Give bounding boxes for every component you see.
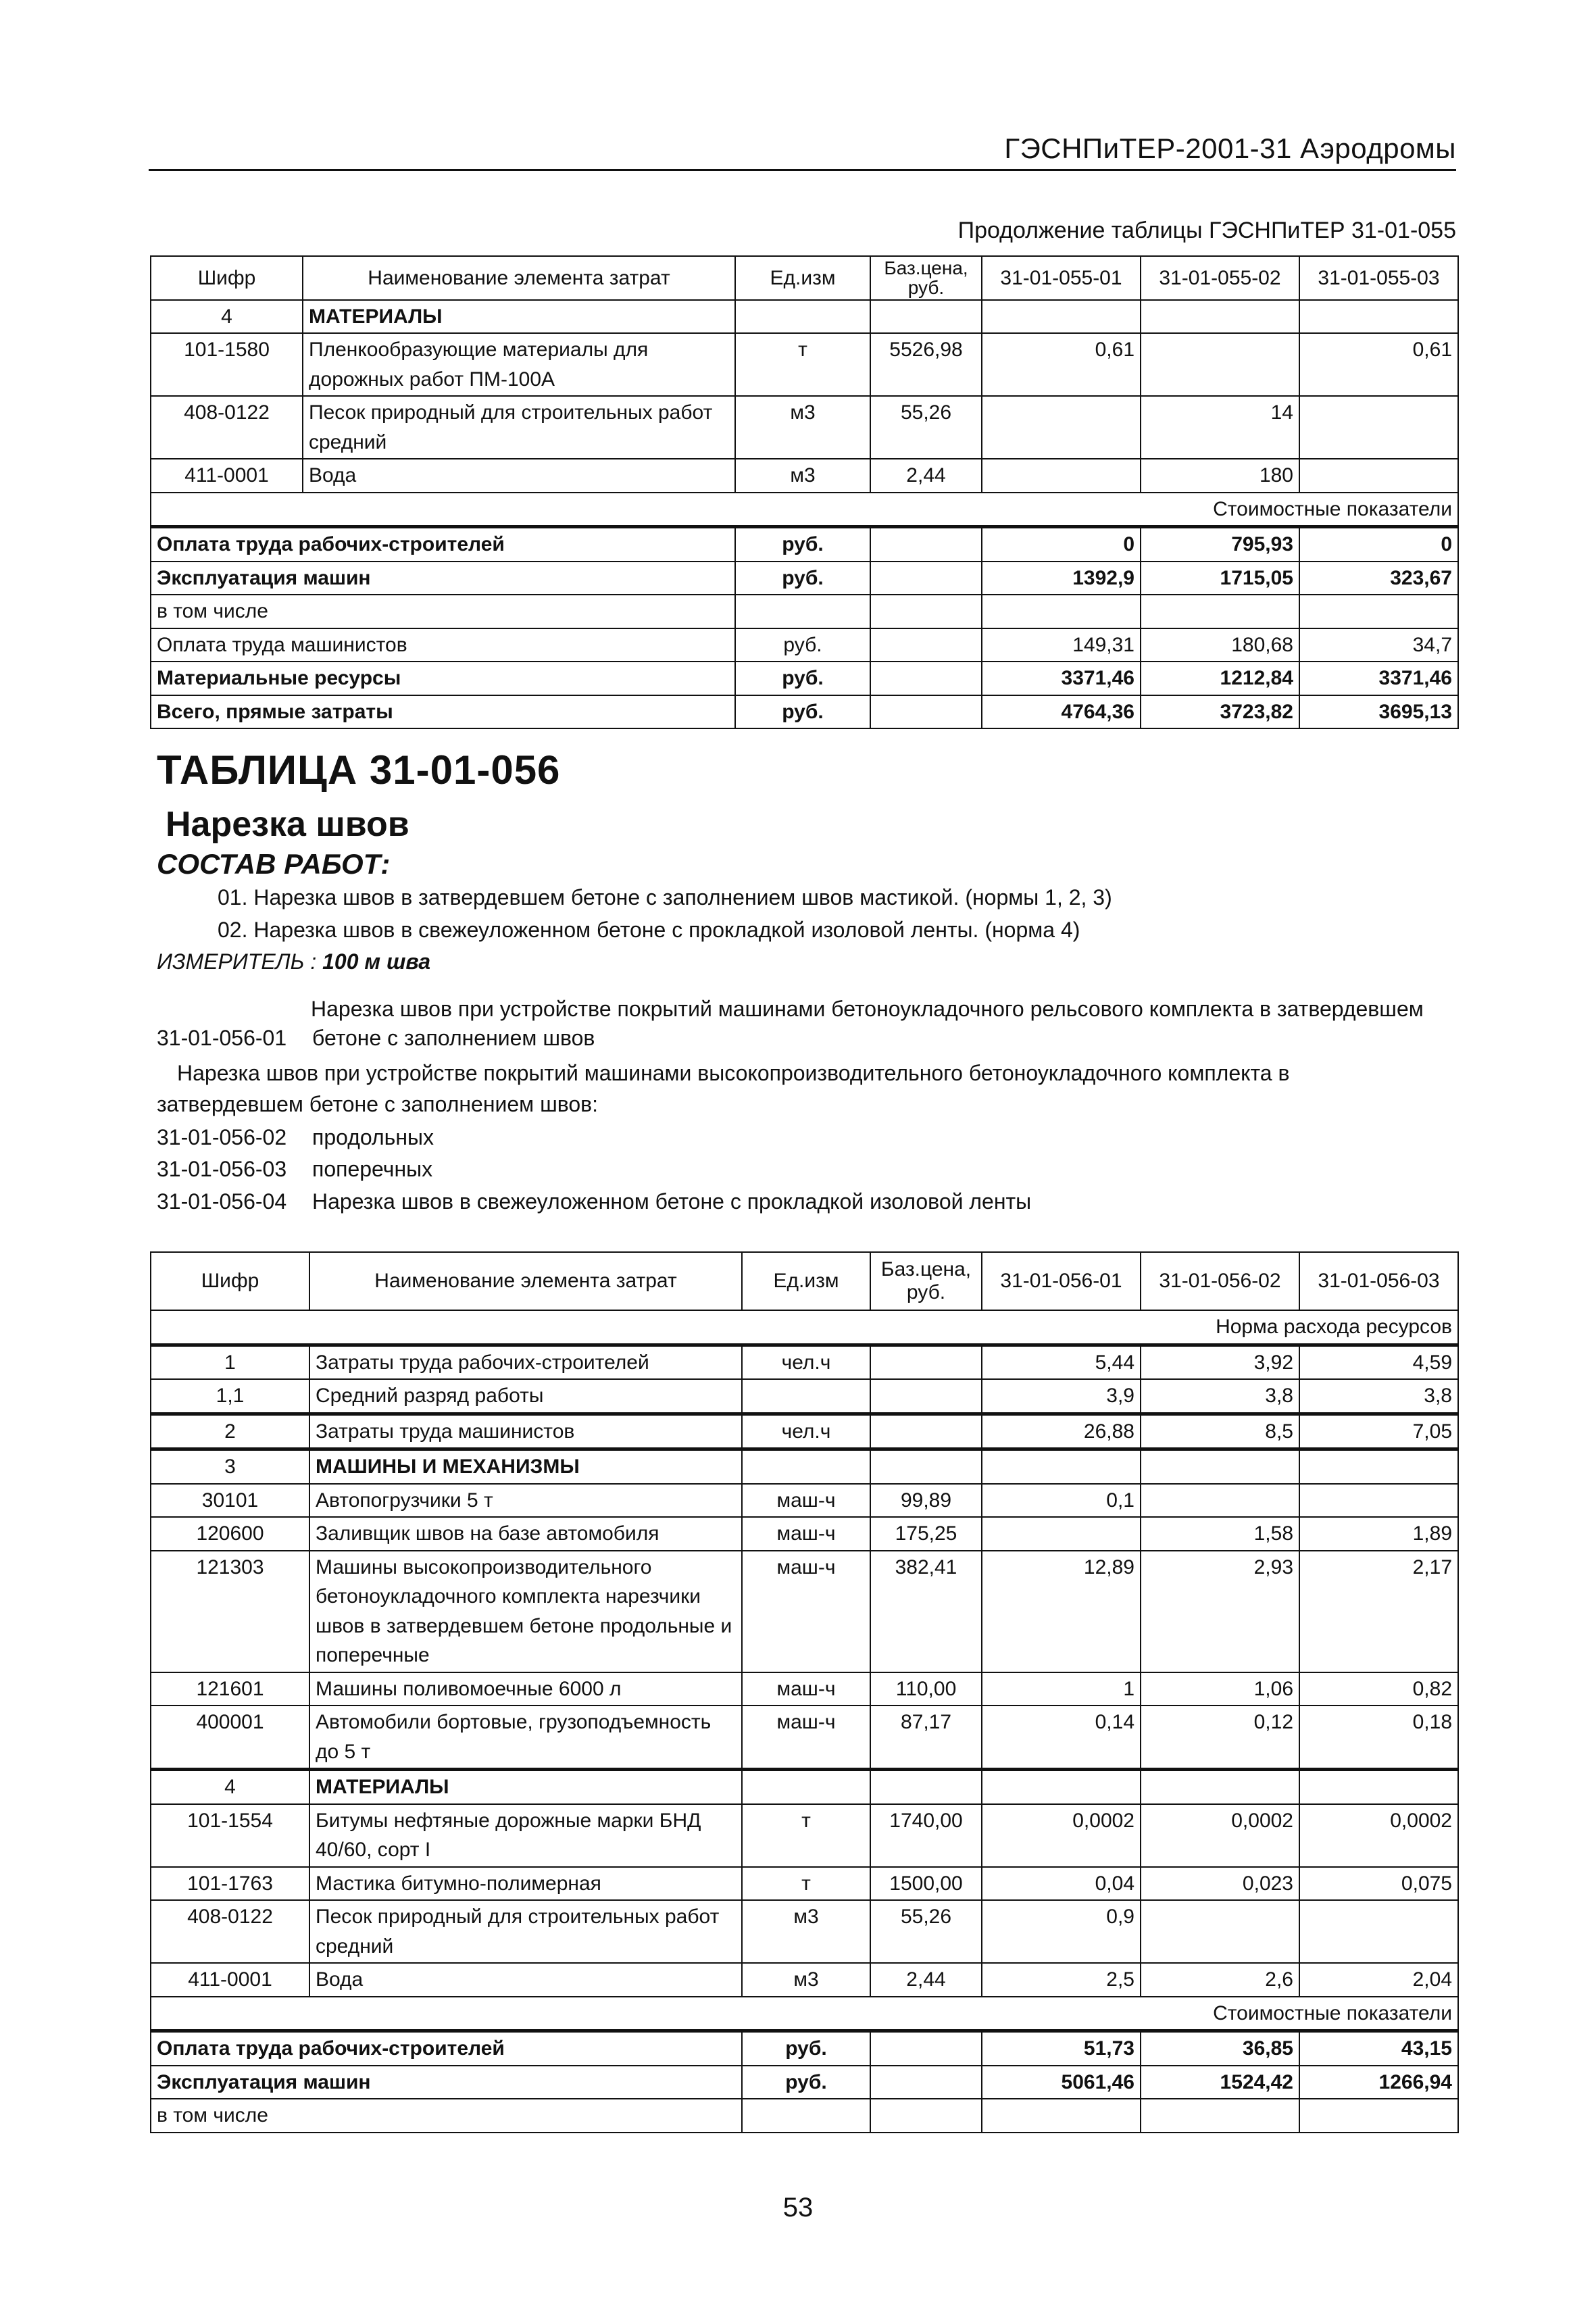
- table-row: в том числе: [151, 2099, 1458, 2133]
- col-unit: Ед.изм: [735, 256, 870, 300]
- work-item: 01. Нарезка швов в затвердевшем бетоне с заполнением швов мастикой. (нормы 1, 2, 3): [218, 885, 1112, 910]
- col-price: Баз.цена, руб.: [870, 256, 982, 300]
- col-norm-3: 31-01-055-03: [1299, 256, 1458, 300]
- work-item: 02. Нарезка швов в свежеуложенном бетоне с прокладкой изоловой ленты. (норма 4): [218, 918, 1080, 942]
- col-norm-2: 31-01-056-02: [1141, 1252, 1299, 1310]
- table-31-01-056: [150, 1251, 1459, 2133]
- norm-label: Норма расхода ресурсов: [151, 1310, 1458, 1345]
- table-row: Эксплуатация машин руб. 1392,9 1715,05 323,67: [151, 562, 1458, 595]
- col-price: Баз.цена, руб.: [870, 1252, 982, 1310]
- table-row: 408-0122 Песок природный для строительных работ средний м3 55,26 14: [151, 396, 1458, 459]
- section-name: МАТЕРИАЛЫ: [309, 1770, 742, 1804]
- cost-indicators-label: Стоимостные показатели: [151, 493, 1458, 527]
- page-number: 53: [782, 2193, 814, 2222]
- table-row: 30101 Автопогрузчики 5 т маш-ч 99,89 0,1: [151, 1484, 1458, 1518]
- list-item: 31-01-056-03 поперечных: [157, 1157, 433, 1181]
- cost-indicators-label: Стоимостные показатели: [151, 1997, 1458, 2031]
- works-title: СОСТАВ РАБОТ:: [157, 848, 391, 880]
- section-code: 4: [151, 300, 303, 334]
- table-row: 121601 Машины поливомоечные 6000 л маш-ч 110,00 1 1,06 0,82: [151, 1672, 1458, 1706]
- table-row: 101-1554 Битумы нефтяные дорожные марки БНД 40/60, сорт I т 1740,00 0,0002 0,0002 0,0002: [151, 1804, 1458, 1867]
- meter-value: 100 м шва: [322, 949, 431, 974]
- col-unit: Ед.изм: [742, 1252, 870, 1310]
- table-row: 1 Затраты труда рабочих-строителей чел.ч 5,44 3,92 4,59: [151, 1345, 1458, 1379]
- table-title: ТАБЛИЦА 31-01-056: [157, 747, 561, 793]
- table-row: Оплата труда рабочих-строителей руб. 0 795,93 0: [151, 527, 1458, 562]
- table-row: 120600 Заливщик швов на базе автомобиля маш-ч 175,25 1,58 1,89: [151, 1517, 1458, 1551]
- header-rule: [149, 169, 1456, 171]
- col-norm-1: 31-01-055-01: [982, 256, 1141, 300]
- table-row: 101-1580 Пленкообразующие материалы для дорожных работ ПМ-100А т 5526,98 0,61 0,61: [151, 333, 1458, 396]
- section-code: 4: [151, 1770, 309, 1804]
- table-row: 2 Затраты труда машинистов чел.ч 26,88 8,5 7,05: [151, 1414, 1458, 1449]
- table-row: Материальные ресурсы руб. 3371,46 1212,84 3371,46: [151, 662, 1458, 695]
- col-name: Наименование элемента затрат: [309, 1252, 742, 1310]
- table-row: 101-1763 Мастика битумно-полимерная т 1500,00 0,04 0,023 0,075: [151, 1867, 1458, 1901]
- meter-label: ИЗМЕРИТЕЛЬ :: [157, 949, 317, 974]
- col-name: Наименование элемента затрат: [303, 256, 735, 300]
- meter: [157, 949, 430, 974]
- list-item: 31-01-056-02 продольных: [157, 1125, 434, 1149]
- table-row: 121303 Машины высокопроизводительного бетоноукладочного комплекта нарезчики швов в затвердевшем бетоне продольные и поперечные маш-ч 382,41 12,89 2,93 2,17: [151, 1551, 1458, 1672]
- section-code: 3: [151, 1449, 309, 1484]
- table-name: Нарезка швов: [166, 805, 409, 844]
- code-label: 31-01-056-04: [157, 1189, 287, 1214]
- table-row: Всего, прямые затраты руб. 4764,36 3723,82 3695,13: [151, 695, 1458, 729]
- running-title: ГЭСНПиТЕР-2001-31 Аэродромы: [1004, 132, 1456, 164]
- table-row: в том числе: [151, 595, 1458, 628]
- table-31-01-055: [150, 255, 1459, 729]
- table-row: Оплата труда рабочих-строителей руб. 51,73 36,85 43,15: [151, 2031, 1458, 2066]
- table-row: 411-0001 Вода м3 2,44 180: [151, 459, 1458, 493]
- code-label: 31-01-056-01: [157, 1026, 287, 1050]
- continuation-caption: Продолжение таблицы ГЭСНПиТЕР 31-01-055: [957, 218, 1456, 243]
- col-norm-1: 31-01-056-01: [982, 1252, 1141, 1310]
- table-row: 411-0001 Вода м3 2,44 2,5 2,6 2,04: [151, 1963, 1458, 1997]
- col-norm-2: 31-01-055-02: [1141, 256, 1299, 300]
- table-row: Эксплуатация машин руб. 5061,46 1524,42 1266,94: [151, 2066, 1458, 2099]
- code-label: 31-01-056-02: [157, 1125, 287, 1149]
- code-label: 31-01-056-03: [157, 1157, 287, 1181]
- section-name: МАТЕРИАЛЫ: [303, 300, 735, 334]
- table-row: Оплата труда машинистов руб. 149,31 180,68 34,7: [151, 628, 1458, 662]
- list-item: 31-01-056-04 Нарезка швов в свежеуложенном бетоне с прокладкой изоловой ленты: [157, 1189, 1032, 1214]
- description-1: 31-01-056-01 бетоне с заполнением швов: [157, 1026, 595, 1050]
- col-code: Шифр: [151, 1252, 309, 1310]
- section-name: МАШИНЫ И МЕХАНИЗМЫ: [309, 1449, 742, 1484]
- col-code: Шифр: [151, 256, 303, 300]
- description-1-line-1: Нарезка швов при устройстве покрытий машинами бетоноукладочного рельсового комплекта в затвердевшем: [311, 997, 1424, 1021]
- table-row: 408-0122 Песок природный для строительных работ средний м3 55,26 0,9: [151, 1900, 1458, 1963]
- description-2: Нарезка швов при устройстве покрытий машинами высокопроизводительного бетоноукладочного комплекта в затвердевшем бетоне с заполнением швов:: [157, 1061, 1290, 1116]
- col-norm-3: 31-01-056-03: [1299, 1252, 1458, 1310]
- table-row: 400001 Автомобили бортовые, грузоподъемность до 5 т маш-ч 87,17 0,14 0,12 0,18: [151, 1706, 1458, 1770]
- table-row: 1,1 Средний разряд работы 3,9 3,8 3,8: [151, 1379, 1458, 1414]
